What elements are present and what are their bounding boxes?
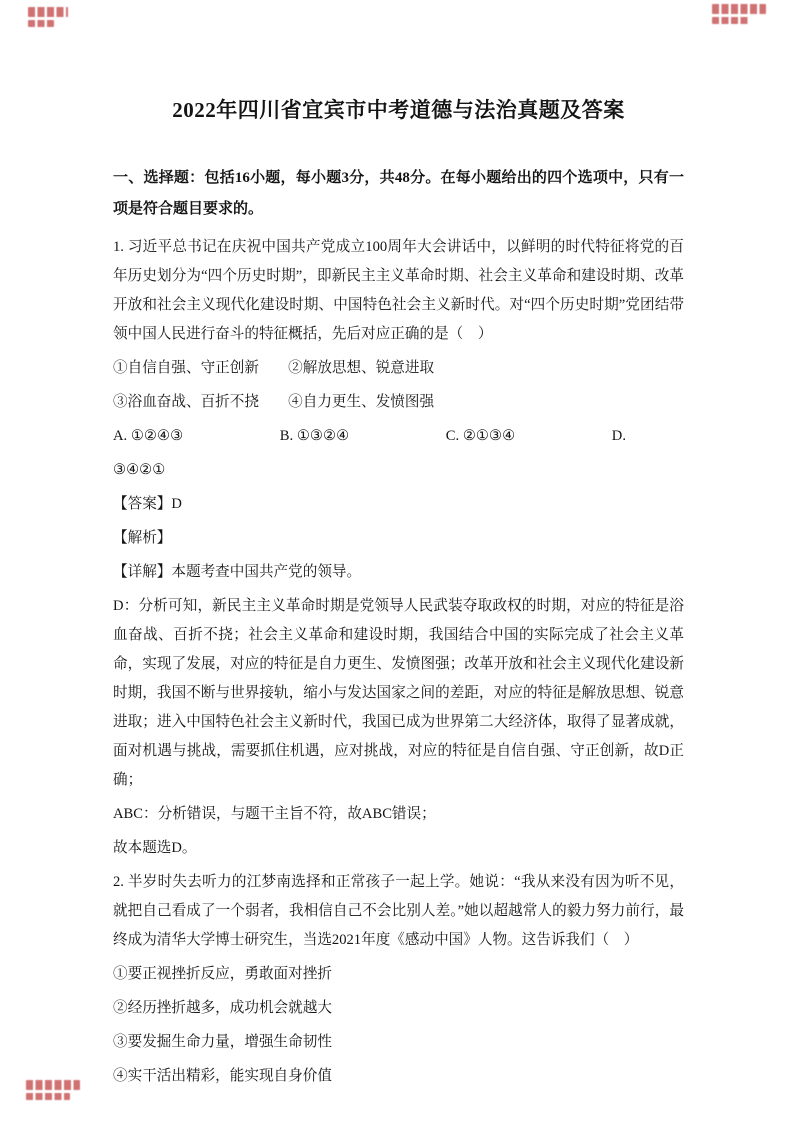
q1-answer: 【答案】D bbox=[113, 496, 182, 512]
q1-conclusion: 故本题选D。 bbox=[113, 840, 197, 856]
document-title: 2022年四川省宜宾市中考道德与法治真题及答案 bbox=[172, 98, 625, 122]
watermark-mark bbox=[26, 1093, 70, 1100]
q1-option-c: C. ②①③④ bbox=[445, 428, 516, 444]
q1-detail-d: D：分析可知，新民主主义革命时期是党领导人民武装夺取政权的时期，对应的特征是浴血奋战、百折不挠；社会主义革命和建设时期，我国结合中国的实际完成了社会主义革命，实现了发展，对应的特征是自力更生、发愤图强；改革开放和社会主义现代化建设新时期，我国不断与世界接轨，缩小与发达国家之间的差距，对应的特征是解放思想、锐意进取；进入中国特色社会主义新时代，我国已成为世界第二大经济体，取得了显著成就，面对机遇与挑战，需要抓住机遇，应对挑战，对应的特征是自信自强、守正创新，故D正确； bbox=[113, 598, 684, 788]
q1-stem: 1. 习近平总书记在庆祝中国共产党成立100周年大会讲话中，以鲜明的时代特征将党的百年历史划分为“四个历史时期”，即新民主主义革命时期、社会主义革命和建设时期、改革开放和社会主义现代化建设时期、中国特色社会主义新时代。对“四个历史时期”党团结带领中国人民进行奋斗的特征概括，先后对应正确的是（ ） bbox=[113, 239, 684, 342]
q1-option-d: D. bbox=[611, 428, 626, 444]
q2-statement-1: ①要正视挫折反应，勇敢面对挫折 bbox=[113, 966, 332, 982]
watermark-top-right bbox=[712, 4, 766, 27]
watermark-mark bbox=[28, 20, 54, 27]
watermark-top-left bbox=[28, 7, 68, 30]
q2-statement-3: ③要发掘生命力量，增强生命韧性 bbox=[113, 1034, 332, 1050]
q2-statement-4: ④实干活出精彩，能实现自身价值 bbox=[113, 1068, 332, 1084]
q1-statements-line-2: ③浴血奋战、百折不挠 ④自力更生、发愤图强 bbox=[113, 394, 435, 410]
q2-statement-2: ②经历挫折越多，成功机会就越大 bbox=[113, 1000, 332, 1016]
q1-statements-line-1: ①自信自强、守正创新 ②解放思想、锐意进取 bbox=[113, 360, 435, 376]
watermark-mark bbox=[712, 4, 766, 14]
q1-detail-intro: 【详解】本题考查中国共产党的领导。 bbox=[113, 564, 362, 580]
q2-stem: 2. 半岁时失去听力的江梦南选择和正常孩子一起上学。她说：“我从来没有因为听不见，就把自己看成了一个弱者，我相信自己不会比别人差。”她以超越常人的毅力努力前行，最终成为清华大学博士研究生，当选2021年度《感动中国》人物。这告诉我们（ ） bbox=[113, 874, 684, 948]
document-content bbox=[113, 97, 684, 1096]
q1-options-row bbox=[113, 422, 684, 451]
watermark-mark bbox=[712, 17, 750, 24]
q1-option-d-wrapped: ③④②① bbox=[113, 462, 166, 478]
section-heading: 一、选择题：包括16小题，每小题3分，共48分。在每小题给出的四个选项中，只有一项是符合题目要求的。 bbox=[113, 170, 684, 217]
q1-option-a: A. ①②④③ bbox=[113, 428, 184, 444]
q1-option-b: B. ①③②④ bbox=[279, 428, 350, 444]
watermark-mark bbox=[28, 7, 68, 17]
watermark-bottom-left bbox=[26, 1080, 80, 1103]
q1-analysis-label: 【解析】 bbox=[113, 530, 172, 546]
watermark-mark bbox=[26, 1080, 80, 1090]
q1-detail-abc: ABC：分析错误，与题干主旨不符，故ABC错误； bbox=[113, 806, 436, 822]
